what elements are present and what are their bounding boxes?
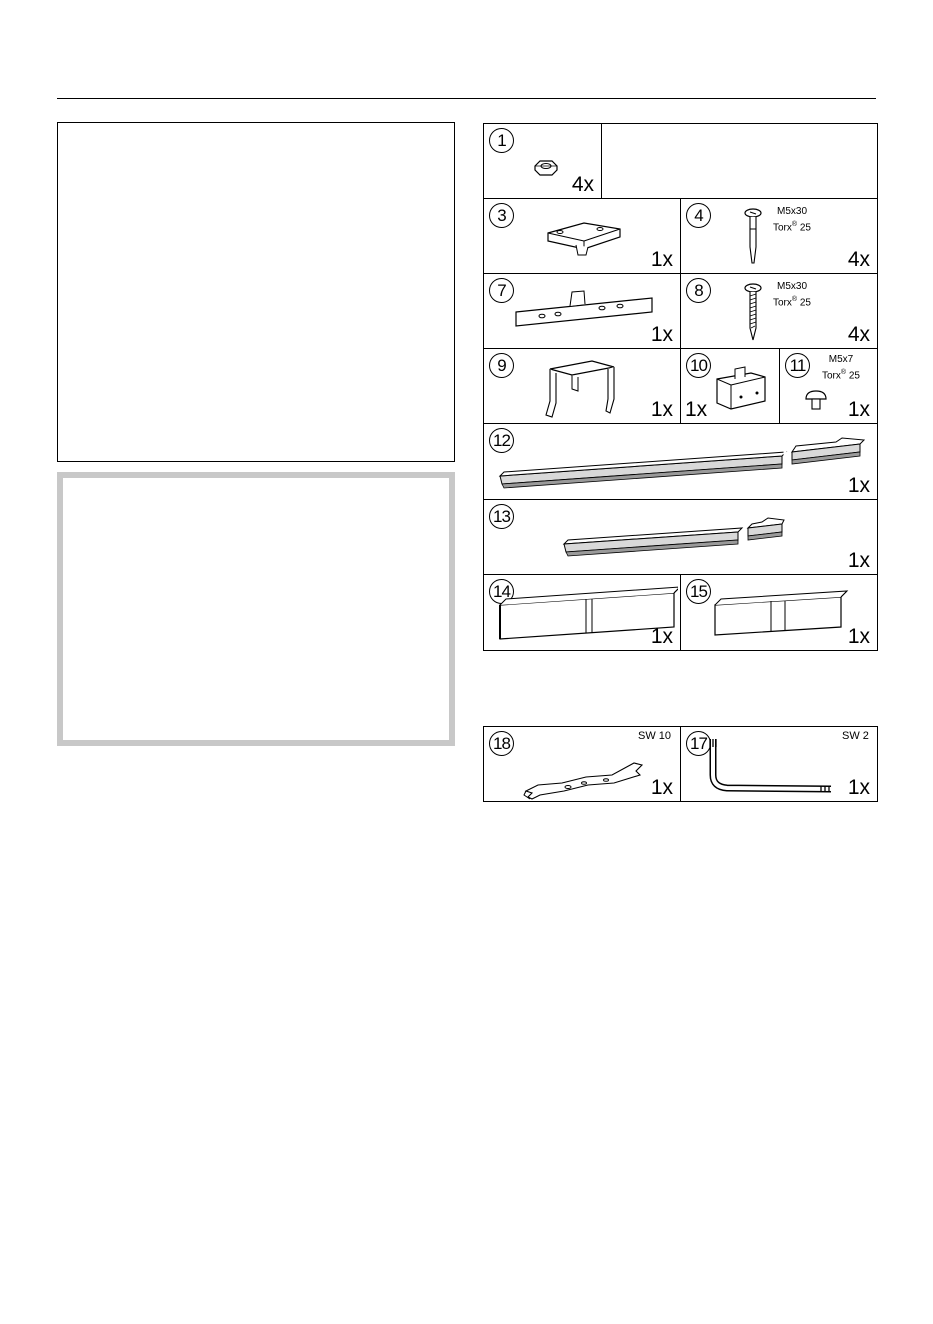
part-cell-7 (484, 274, 681, 349)
part-quantity: 1x (685, 398, 708, 421)
registered-mark: ® (840, 369, 847, 376)
screw-icon (743, 207, 763, 271)
spec-drive: Torx (773, 297, 792, 309)
part-quantity: 1x (650, 625, 673, 648)
header-rule (57, 98, 876, 99)
spec-drive: Torx (822, 370, 841, 382)
mounting-rail-icon (512, 288, 657, 334)
part-quantity: 4x (847, 323, 870, 346)
spec-drive-size: 25 (797, 222, 811, 234)
note-frame (57, 472, 455, 746)
parts-grid (483, 123, 878, 651)
part-cell-3 (484, 199, 681, 274)
short-screw-icon (804, 389, 828, 413)
part-number: 12 (489, 428, 514, 453)
text-frame (57, 122, 455, 462)
torx-key-icon (703, 737, 839, 795)
part-number: 4 (686, 203, 711, 228)
part-cell-11 (780, 349, 877, 424)
spec-size: M5x7 (828, 354, 854, 365)
spec-drive-size: 25 (846, 370, 860, 382)
part-number: 8 (686, 278, 711, 303)
short-rail-icon (562, 508, 788, 560)
part-number: 14 (489, 579, 514, 604)
part-cell-13 (484, 500, 877, 575)
part-cell-1 (484, 124, 602, 199)
part-cell-10 (681, 349, 780, 424)
wrench-size: SW 10 (638, 730, 672, 742)
part-quantity: 1x (650, 248, 673, 271)
part-number: 13 (489, 504, 514, 529)
part-quantity: 1x (847, 549, 870, 572)
screw-spec (822, 353, 860, 382)
key-size: SW 2 (842, 730, 869, 742)
part-cell-12 (484, 424, 877, 500)
part-quantity: 1x (847, 474, 870, 497)
part-cell-14 (484, 575, 681, 650)
part-cell-8 (681, 274, 877, 349)
clip-bracket-icon (542, 355, 622, 421)
spec-drive-size: 25 (797, 297, 811, 309)
part-number: 10 (686, 353, 711, 378)
screw-spec (773, 280, 811, 309)
nut-icon (532, 158, 560, 178)
part-number: 7 (489, 278, 514, 303)
part-cell-17 (681, 727, 877, 801)
part-number: 1 (489, 128, 514, 153)
wood-screw-icon (743, 282, 763, 346)
screw-spec (773, 205, 811, 234)
part-quantity: 1x (847, 776, 870, 799)
part-number: 11 (785, 353, 810, 378)
holder-block-icon (713, 365, 769, 415)
part-quantity: 4x (847, 248, 870, 271)
part-number: 15 (686, 579, 711, 604)
tools-grid (483, 726, 878, 802)
spec-size: M5x30 (776, 206, 807, 217)
short-panel-icon (713, 585, 849, 639)
part-cell-18 (484, 727, 681, 801)
registered-mark: ® (791, 296, 798, 303)
part-cell-15 (681, 575, 877, 650)
empty-cell (602, 124, 877, 199)
registered-mark: ® (791, 221, 798, 228)
part-number: 9 (489, 353, 514, 378)
part-quantity: 1x (650, 398, 673, 421)
part-number: 17 (686, 731, 711, 756)
part-quantity: 1x (650, 323, 673, 346)
part-number: 3 (489, 203, 514, 228)
long-rail-icon (498, 430, 870, 496)
part-cell-4 (681, 199, 877, 274)
part-quantity: 1x (650, 776, 673, 799)
part-quantity: 1x (847, 398, 870, 421)
part-number: 18 (489, 731, 514, 756)
bracket-plate-icon (544, 219, 624, 259)
part-quantity: 1x (847, 625, 870, 648)
spec-size: M5x30 (776, 281, 807, 292)
part-quantity: 4x (571, 173, 594, 196)
wrench-icon (522, 755, 646, 801)
part-cell-9 (484, 349, 681, 424)
spec-drive: Torx (773, 222, 792, 234)
